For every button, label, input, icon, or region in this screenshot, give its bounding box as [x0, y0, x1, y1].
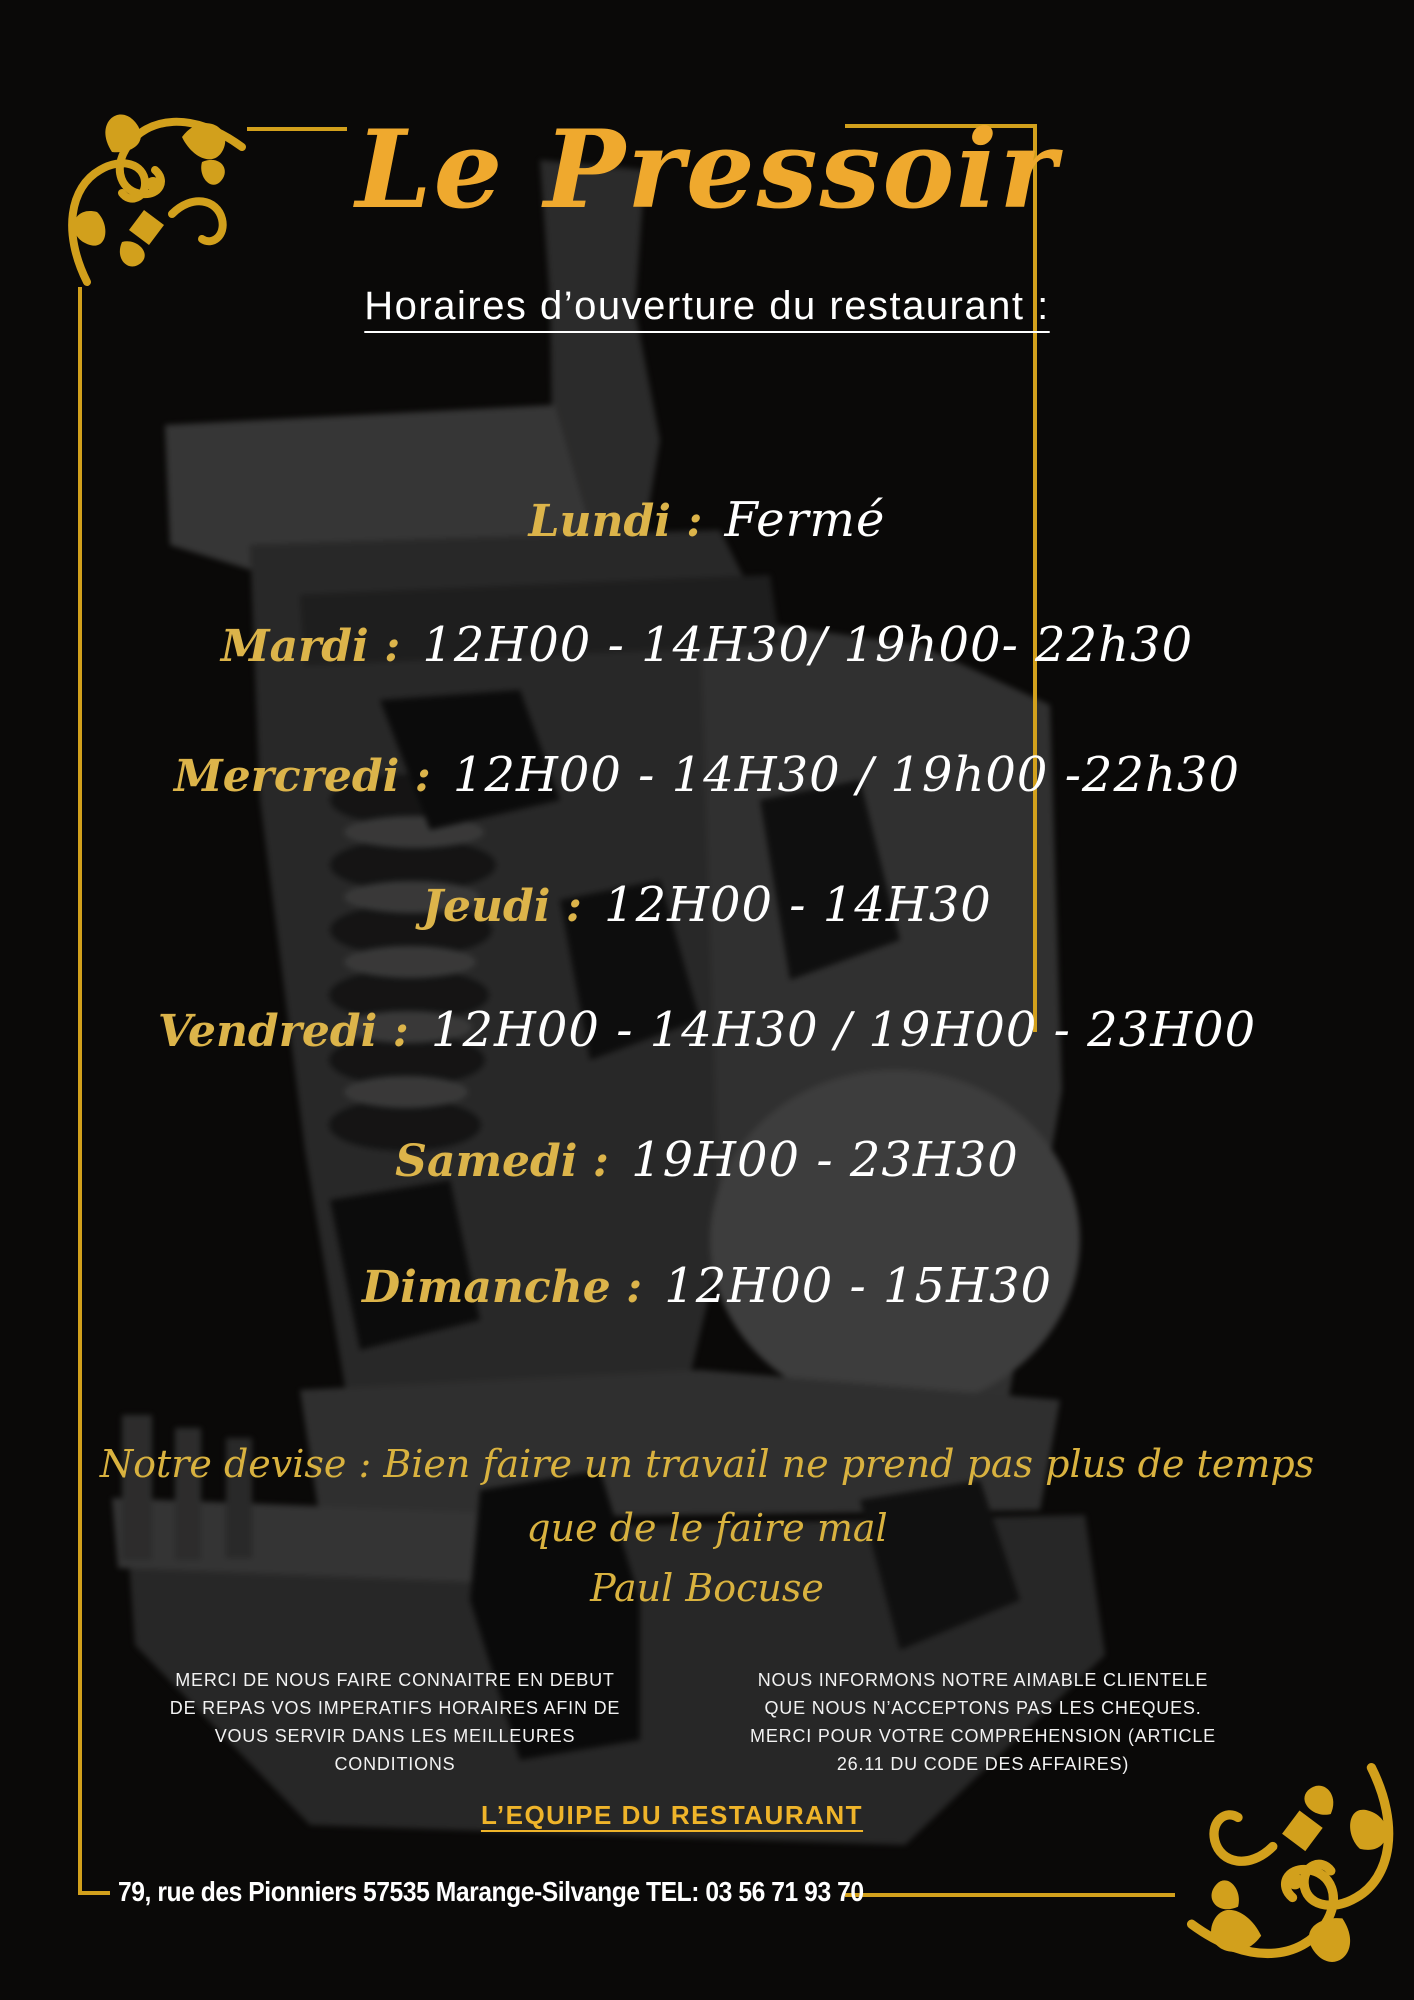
notice-cheques: NOUS INFORMONS NOTRE AIMABLE CLIENTELE QUE NOUS N’ACCEPTONS PAS LES CHEQUES. MERCI POUR VOTRE COMPREHENSION (ARTICLE 26.11 DU CODE DES AFFAIRES)	[750, 1670, 1216, 1774]
hours-row-samedi	[0, 1132, 1414, 1188]
hours-row-lundi	[0, 492, 1414, 548]
day-label: Dimanche :	[361, 1262, 643, 1313]
day-label: Vendredi :	[157, 1006, 409, 1057]
day-hours: 12H00 - 14H30	[604, 877, 992, 933]
page-title: Le Pressoir	[355, 107, 1059, 234]
corner-flourish-icon	[1180, 1752, 1412, 1992]
hours-row-mercredi	[0, 747, 1414, 803]
day-hours: 12H00 - 15H30	[664, 1258, 1053, 1314]
day-hours: 19H00 - 23H30	[631, 1132, 1019, 1188]
motto-line-2: que de le faire mal	[526, 1506, 888, 1550]
hours-row-vendredi	[0, 1002, 1414, 1058]
day-label: Jeudi :	[422, 881, 583, 932]
hours-row-dimanche	[0, 1258, 1414, 1314]
day-label: Mercredi :	[174, 751, 431, 802]
motto-line-1: Notre devise : Bien faire un travail ne prend pas plus de temps	[99, 1442, 1315, 1486]
team-signature: L’EQUIPE DU RESTAURANT	[480, 1800, 864, 1830]
hours-row-jeudi	[0, 877, 1414, 933]
notice-schedule: MERCI DE NOUS FAIRE CONNAITRE EN DEBUT DE REPAS VOS IMPERATIFS HORAIRES AFIN DE VOUS SERVIR DANS LES MEILLEURES CONDITIONS	[169, 1670, 621, 1774]
frame-line-bottom-left	[78, 1891, 110, 1895]
day-label: Samedi :	[395, 1136, 610, 1187]
day-label: Mardi :	[220, 621, 401, 672]
hours-row-mardi	[0, 617, 1414, 673]
motto-author: Paul Bocuse	[590, 1566, 824, 1610]
day-label: Lundi :	[528, 496, 703, 547]
day-hours: 12H00 - 14H30/ 19h00- 22h30	[422, 617, 1194, 673]
day-hours: 12H00 - 14H30 / 19h00 -22h30	[452, 747, 1240, 803]
day-hours: Fermé	[724, 492, 886, 548]
opening-hours-heading: Horaires d’ouverture du restaurant :	[364, 284, 1050, 328]
address-phone: 79, rue des Pionniers 57535 Marange-Silvange TEL: 03 56 71 93 70	[118, 1876, 864, 1907]
day-hours: 12H00 - 14H30 / 19H00 - 23H00	[430, 1002, 1257, 1058]
frame-line-bottom-right	[845, 1893, 1175, 1897]
